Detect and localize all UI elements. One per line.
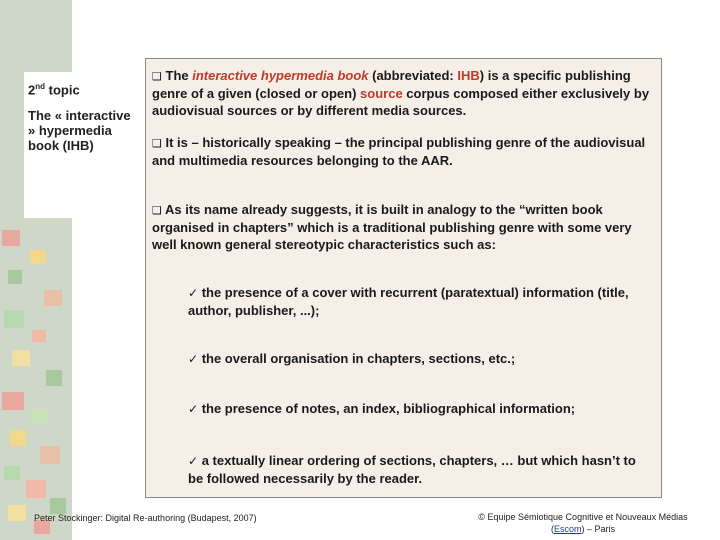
bullet-icon: ❑ (152, 204, 162, 217)
checkmark-icon: ✓ (188, 402, 199, 416)
check-item-chapters: ✓ the overall organisation in chapters, sections, etc.; (188, 351, 516, 366)
paragraph-analogy: ❑ As its name already suggests, it is built in analogy to the “written book organised in chapters” which is a traditional publishing genre with some very well known general stereotypic characteristics such as: (152, 202, 632, 252)
footer-credit: Peter Stockinger: Digital Re-authoring (Budapest, 2007) (34, 513, 257, 523)
checkmark-icon: ✓ (188, 352, 199, 366)
sidebar-panel (24, 72, 138, 218)
main-content-panel (145, 58, 662, 498)
footer-copyright: © Equipe Sémiotique Cognitive et Nouveaux Médias (Escom) – Paris (478, 512, 688, 534)
checkmark-icon: ✓ (188, 454, 199, 468)
topic-title: The « interactive » hypermedia book (IHB) (28, 108, 131, 153)
check-item-linear: ✓ a textually linear ordering of sections, chapters, … but which hasn’t to be followed necessarily by the reader. (188, 453, 636, 486)
paragraph-definition: ❑ The interactive hypermedia book (abbreviated: IHB) is a specific publishing genre of a given (closed or open) source corpus composed either exclusively by audiovisual sources or by different media sources. (152, 68, 650, 118)
escom-link[interactable]: Escom (553, 524, 582, 534)
bullet-icon: ❑ (152, 70, 162, 83)
check-item-notes: ✓ the presence of notes, an index, bibliographical information; (188, 401, 576, 416)
topic-number: 2nd topic (28, 82, 80, 98)
bullet-icon: ❑ (152, 137, 162, 150)
paragraph-history: ❑ It is – historically speaking – the principal publishing genre of the audiovisual and multimedia resources belonging to the AAR. (152, 135, 646, 168)
checkmark-icon: ✓ (188, 286, 199, 300)
check-item-cover: ✓ the presence of a cover with recurrent (paratextual) information (title, author, publisher, ...); (188, 285, 629, 318)
